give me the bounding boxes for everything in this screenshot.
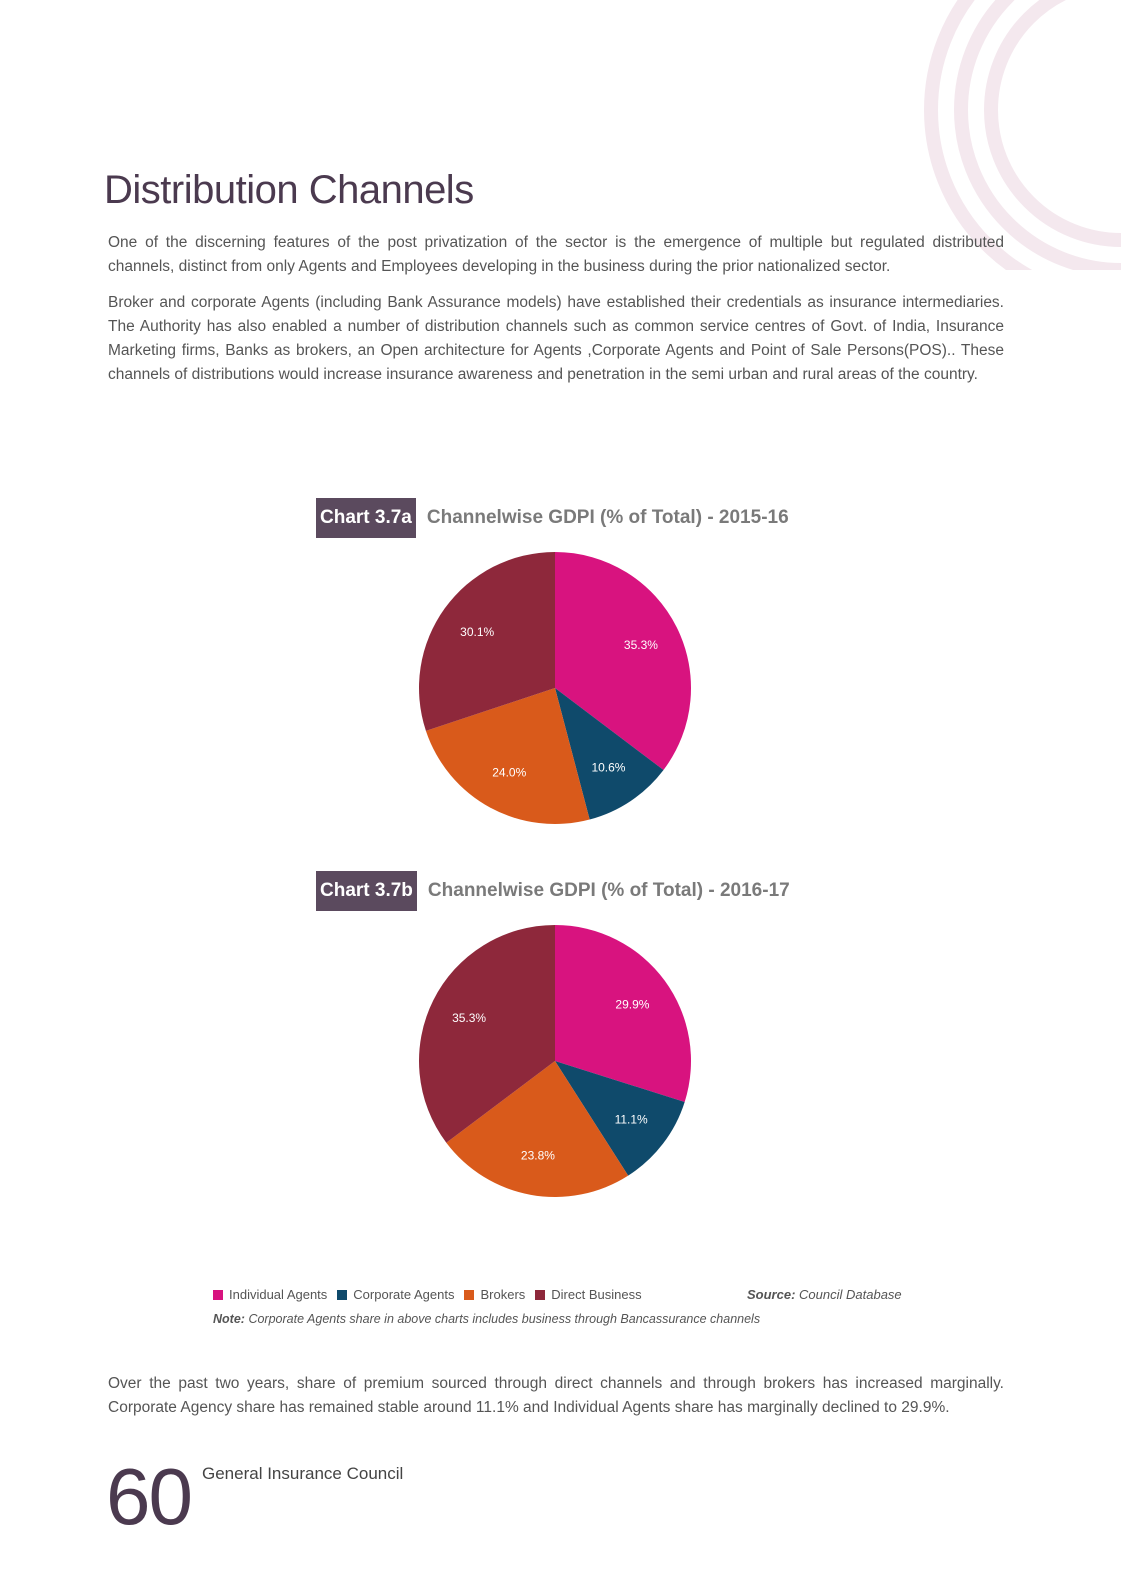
source-note: [747, 1287, 902, 1302]
decorative-arcs: [901, 0, 1121, 270]
chart-note: [213, 1312, 760, 1326]
legend-swatch-individual: [213, 1290, 223, 1300]
closing-paragraph: Over the past two years, share of premium sourced through direct channels and through brokers has increased marginally. Corporate Agency share has remained stable around 11.1% and Individual Agents share has marginally declined to 29.9%.: [108, 1375, 1004, 1416]
legend-item-brokers: [464, 1287, 525, 1302]
intro-paragraph: One of the discerning features of the post privatization of the sector is the emergence of multiple but regulated distributed channels, distinct from only Agents and Employees developing in the business during the prior nationalized sector.: [108, 234, 1004, 275]
chart-b-header: [316, 871, 790, 911]
pie-label-individual-agents: 35.3%: [623, 638, 658, 653]
pie-label-corporate-agents: 10.6%: [591, 760, 626, 775]
pie-chart-2016-17: [415, 921, 695, 1201]
page-title: Distribution Channels: [104, 168, 474, 212]
pie-label-brokers: 23.8%: [520, 1148, 555, 1163]
legend-label: Individual Agents: [229, 1287, 328, 1302]
chart-b-title: Channelwise GDPI (% of Total) - 2016-17: [427, 880, 790, 901]
legend-label: Brokers: [480, 1287, 526, 1302]
legend-swatch-brokers: [464, 1290, 474, 1300]
publisher-name: General Insurance Council: [202, 1464, 404, 1483]
pie-label-direct-business: 35.3%: [452, 1011, 487, 1026]
chart-a-header: [316, 498, 789, 538]
legend-label: Direct Business: [551, 1287, 642, 1302]
chart-b-tag: Chart 3.7b: [316, 871, 417, 911]
source-label: Source:: [747, 1287, 796, 1302]
page-number: 60: [106, 1452, 191, 1541]
pie-label-individual-agents: 29.9%: [615, 997, 650, 1012]
legend-swatch-corporate: [337, 1290, 347, 1300]
legend-swatch-direct: [535, 1290, 545, 1300]
legend-item-corporate-agents: [337, 1287, 454, 1302]
pie-label-direct-business: 30.1%: [460, 624, 495, 639]
chart-a-title: Channelwise GDPI (% of Total) - 2015-16: [426, 507, 789, 528]
source-text: Council Database: [799, 1287, 902, 1302]
note-text: Corporate Agents share in above charts includes business through Bancassurance channels: [248, 1312, 761, 1326]
pie-label-brokers: 24.0%: [492, 765, 527, 780]
channels-paragraph: Broker and corporate Agents (including Bank Assurance models) have established their credentials as insurance intermediaries. The Authority has also enabled a number of distribution channels such as common service centres of Govt. of India, Insurance Marketing firms, Banks as brokers, an Open architecture for Agents ,Corporate Agents and Point of Sale Persons(POS).. These channels of distributions would increase insurance awareness and penetration in the semi urban and rural areas of the country.: [108, 294, 1004, 383]
chart-a-tag: Chart 3.7a: [316, 498, 416, 538]
legend-label: Corporate Agents: [353, 1287, 455, 1302]
pie-chart-2015-16: [415, 548, 695, 828]
note-label: Note:: [213, 1312, 245, 1326]
chart-legend: [213, 1287, 652, 1302]
legend-item-direct-business: [535, 1287, 641, 1302]
pie-label-corporate-agents: 11.1%: [614, 1112, 648, 1127]
legend-item-individual-agents: [213, 1287, 327, 1302]
